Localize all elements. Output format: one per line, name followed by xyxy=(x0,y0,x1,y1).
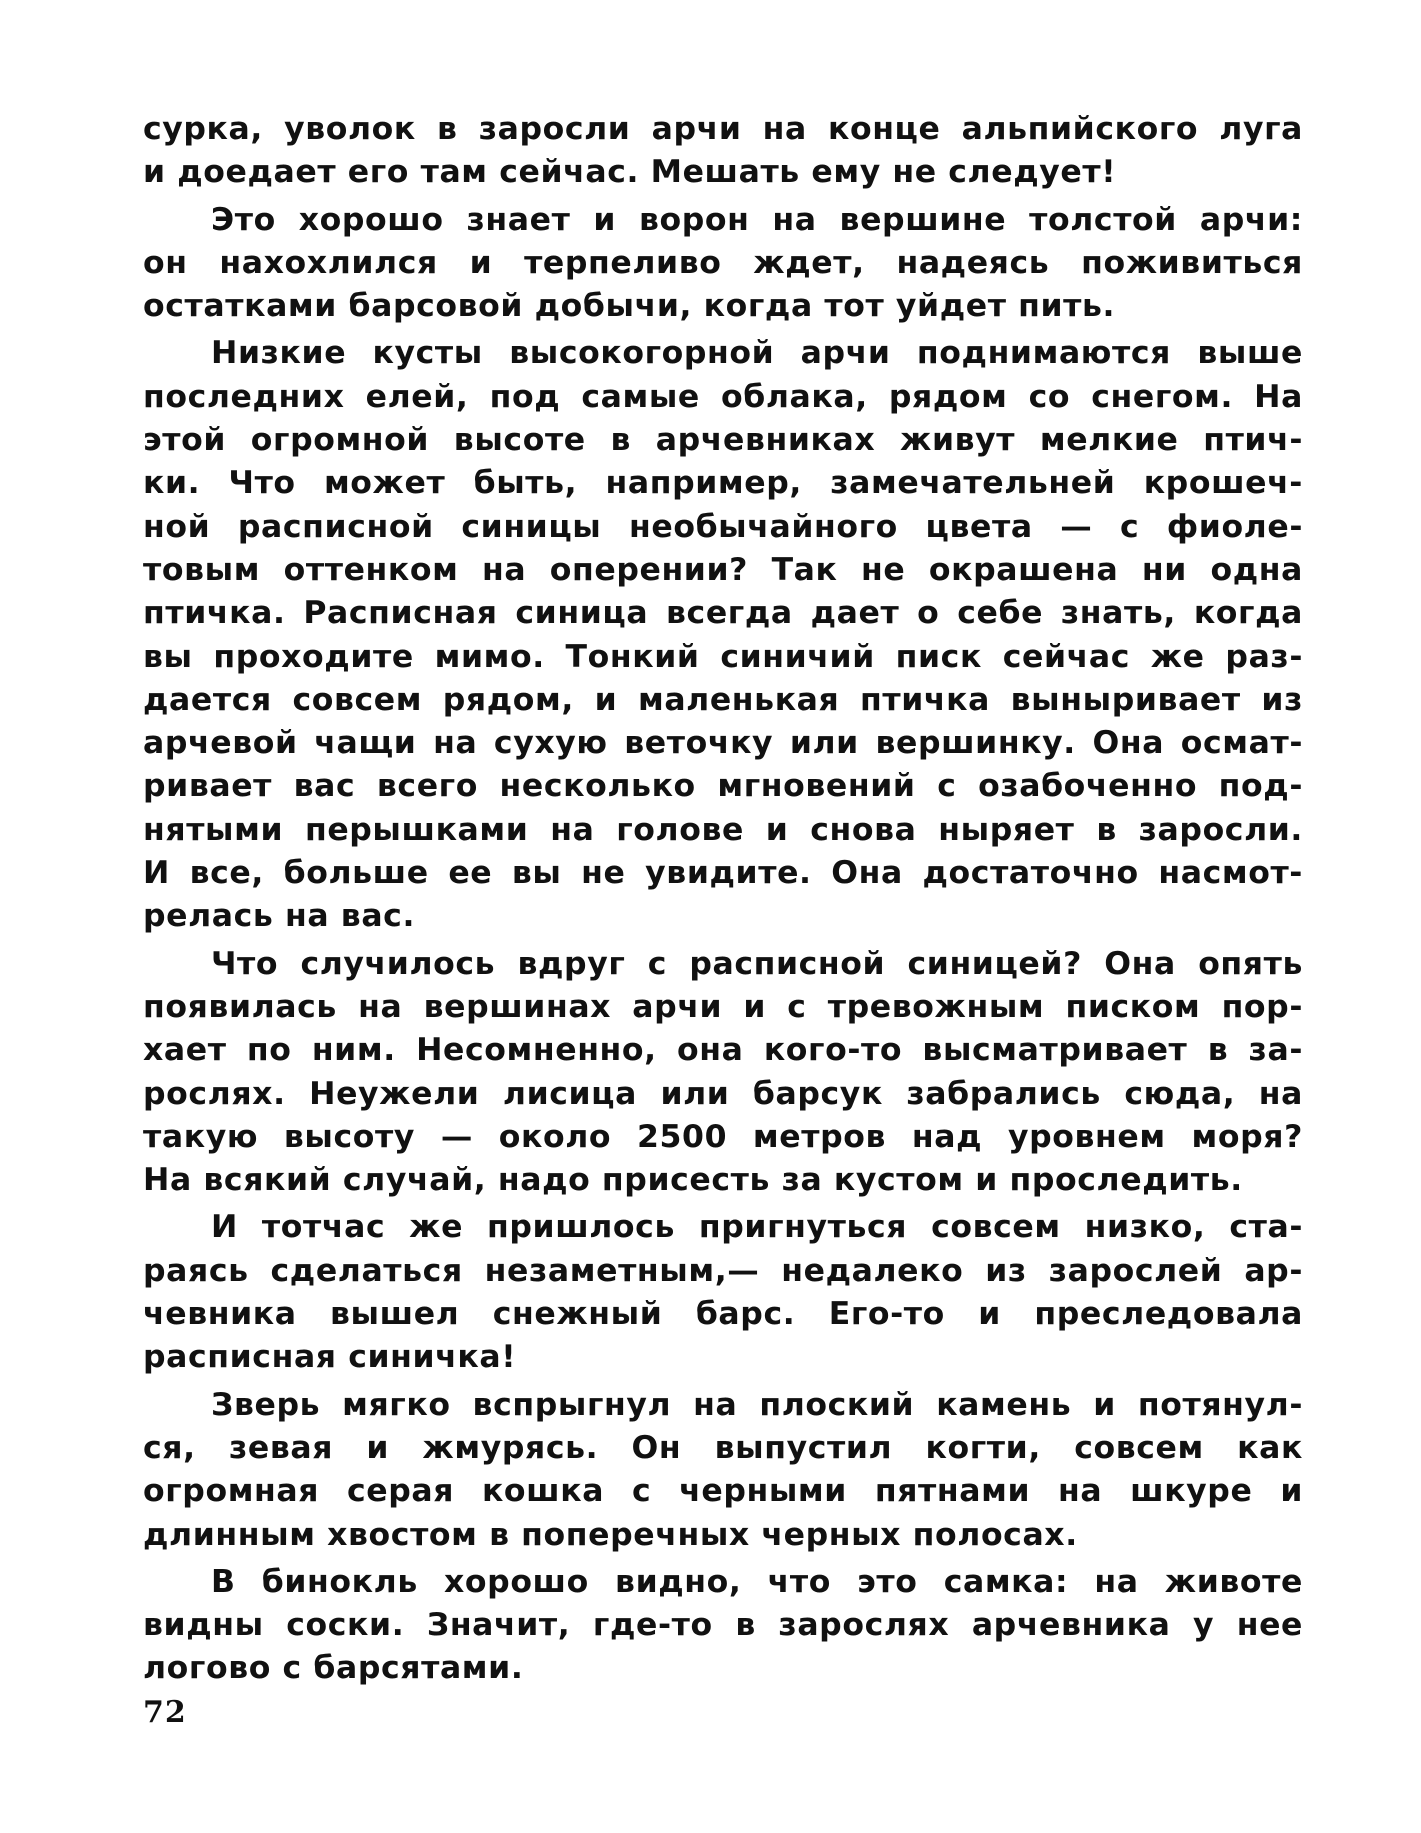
text-line: И все, больше ее вы не увидите. Она достаточно насмот- xyxy=(143,855,1303,892)
paragraph xyxy=(143,199,1303,329)
paragraph xyxy=(143,332,1303,938)
text-line: И тотчас же пришлось пригнуться совсем низко, ста- xyxy=(211,1209,1303,1246)
text-line: вы проходите мимо. Тонкий синичий писк сейчас же раз- xyxy=(143,638,1303,675)
text-line: видны соски. Значит, где-то в зарослях арчевника у нее xyxy=(143,1607,1303,1644)
text-line: Что случилось вдруг с расписной синицей? Она опять xyxy=(211,945,1303,982)
text-line: и доедает его там сейчас. Мешать ему не следует! xyxy=(143,154,1117,191)
text-line: арчевой чащи на сухую веточку или вершинку. Она осмат- xyxy=(143,725,1303,762)
text-line: товым оттенком на оперении? Так не окрашена ни одна xyxy=(143,551,1303,588)
text-line: птичка. Расписная синица всегда дает о себе знать, когда xyxy=(143,595,1303,632)
text-line: Зверь мягко вспрыгнул на плоский камень и потянул- xyxy=(211,1386,1303,1423)
text-line: ся, зевая и жмурясь. Он выпустил когти, совсем как xyxy=(143,1429,1303,1466)
text-line: последних елей, под самые облака, рядом со снегом. На xyxy=(143,378,1303,415)
paragraph xyxy=(143,1206,1303,1379)
text-line: На всякий случай, надо присесть за кустом и проследить. xyxy=(143,1162,1243,1199)
text-line: остатками барсовой добычи, когда тот уйдет пить. xyxy=(143,288,1116,325)
text-line: логово с барсятами. xyxy=(143,1650,524,1687)
paragraph xyxy=(143,108,1303,195)
text-line: он нахохлился и терпеливо ждет, надеясь поживиться xyxy=(143,244,1303,281)
text-line: ривает вас всего несколько мгновений с озабоченно под- xyxy=(143,768,1303,805)
paragraph xyxy=(143,1561,1303,1691)
body-text xyxy=(143,108,1303,1695)
text-line: релась на вас. xyxy=(143,898,416,935)
text-line: такую высоту — около 2500 метров над уровнем моря? xyxy=(143,1118,1303,1155)
text-line: расписная синичка! xyxy=(143,1339,517,1376)
paragraph xyxy=(143,1384,1303,1557)
text-line: длинным хвостом в поперечных черных полосах. xyxy=(143,1516,1078,1553)
text-line: раясь сделаться незаметным,— недалеко из зарослей ар- xyxy=(143,1252,1303,1289)
text-line: огромная серая кошка с черными пятнами на шкуре и xyxy=(143,1473,1303,1510)
text-line: рослях. Неужели лисица или барсук забрались сюда, на xyxy=(143,1075,1303,1112)
text-line: хает по ним. Несомненно, она кого-то высматривает в за- xyxy=(143,1032,1303,1069)
text-line: нятыми перышками на голове и снова ныряет в заросли. xyxy=(143,811,1303,848)
text-line: дается совсем рядом, и маленькая птичка выныривает из xyxy=(143,681,1303,718)
text-line: ной расписной синицы необычайного цвета — с фиоле- xyxy=(143,508,1303,545)
text-line: Низкие кусты высокогорной арчи поднимаются выше xyxy=(211,335,1303,372)
text-line: В бинокль хорошо видно, что это самка: на животе xyxy=(211,1563,1303,1600)
text-line: чевника вышел снежный барс. Его-то и преследовала xyxy=(143,1296,1303,1333)
text-line: Это хорошо знает и ворон на вершине толстой арчи: xyxy=(211,201,1303,238)
text-line: сурка, уволок в заросли арчи на конце альпийского луга xyxy=(143,111,1303,147)
paragraph xyxy=(143,943,1303,1203)
page-number: 72 xyxy=(143,1695,187,1730)
text-line: этой огромной высоте в арчевниках живут мелкие птич- xyxy=(143,422,1303,459)
text-line: ки. Что может быть, например, замечательней крошеч- xyxy=(143,465,1303,502)
text-line: появилась на вершинах арчи и с тревожным писком пор- xyxy=(143,988,1303,1025)
